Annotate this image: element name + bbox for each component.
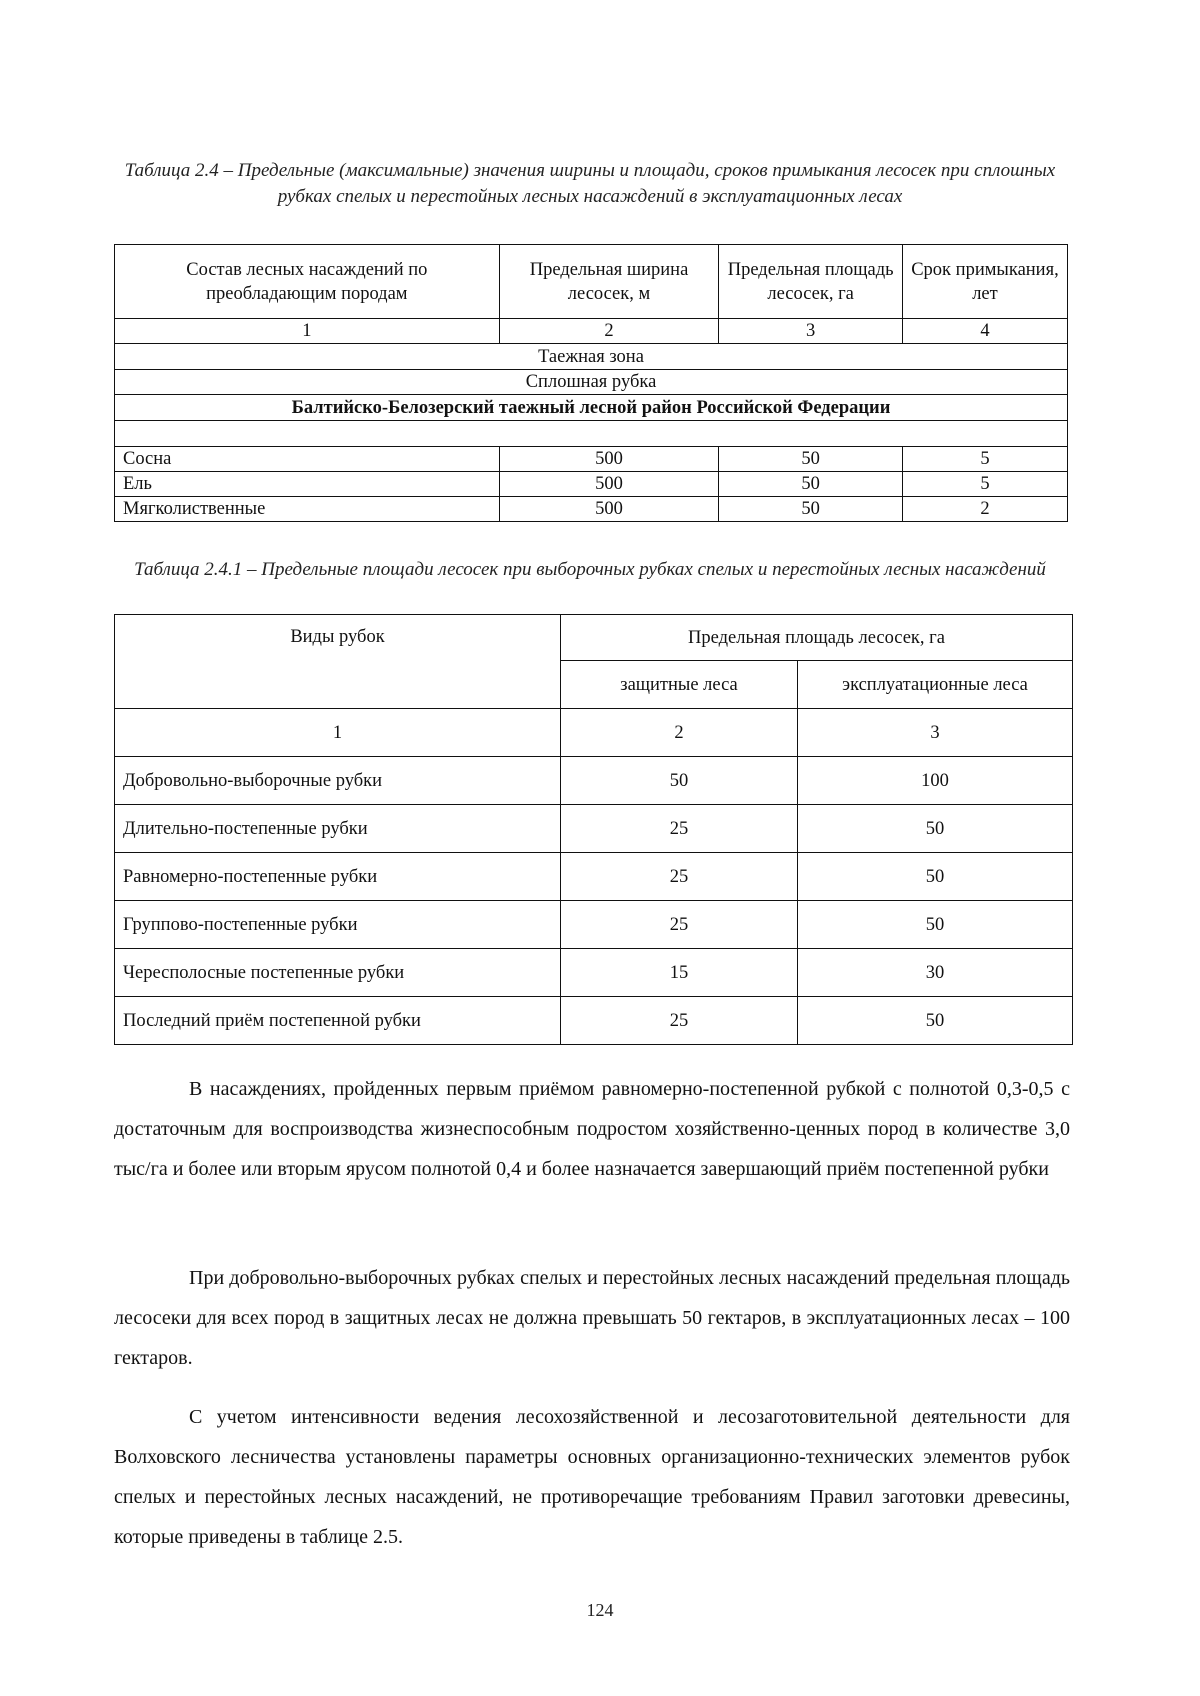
- cut-type-cell: Добровольно-выборочные рубки: [115, 757, 561, 805]
- operational-value-cell: 50: [798, 853, 1073, 901]
- table-row: [115, 472, 1068, 497]
- header-cell: Предельная ширина лесосек, м: [499, 245, 719, 319]
- page-number: 124: [586, 1600, 614, 1620]
- protective-value-cell: 25: [561, 805, 798, 853]
- body-paragraph: При добровольно-выборочных рубках спелых и перестойных лесных насаждений предельная площадь лесосеки для всех пород в защитных лесах не должна превышать 50 гектаров, в эксплуатационных лесах – 100 гектаров.: [114, 1267, 1070, 1369]
- area-cell: 50: [719, 497, 903, 522]
- operational-value-cell: 50: [798, 997, 1073, 1045]
- term-cell: 5: [902, 472, 1067, 497]
- header-group-cell: Предельная площадь лесосек, га: [561, 615, 1073, 661]
- cut-type-cell: Равномерно-постепенные рубки: [115, 853, 561, 901]
- width-cell: 500: [499, 472, 719, 497]
- species-cell: Сосна: [115, 447, 500, 472]
- operational-value-cell: 50: [798, 805, 1073, 853]
- body-paragraph: В насаждениях, пройденных первым приёмом равномерно-постепенной рубкой с полнотой 0,3-0,5 с достаточным для воспроизводства жизнеспособным подростом хозяйственно-ценных пород в количестве 3,0 тыс/га и более или вторым ярусом полнотой 0,4 и более назначается завершающий приём постепенной рубки: [114, 1078, 1070, 1180]
- protective-value-cell: 25: [561, 853, 798, 901]
- operational-value-cell: 100: [798, 757, 1073, 805]
- cut-type-cell: Последний приём постепенной рубки: [115, 997, 561, 1045]
- column-number: 1: [115, 709, 561, 757]
- column-number: 1: [115, 319, 500, 344]
- width-cell: 500: [499, 447, 719, 472]
- protective-value-cell: 15: [561, 949, 798, 997]
- cut-type-cell: Группово-постепенные рубки: [115, 901, 561, 949]
- species-cell: Мягколиственные: [115, 497, 500, 522]
- cut-type-cell: Чересполосные постепенные рубки: [115, 949, 561, 997]
- table-2-4: [114, 244, 1068, 522]
- table-2-4-1-caption: Таблица 2.4.1 – Предельные площади лесосек при выборочных рубках спелых и перестойных лесных насаждений: [134, 559, 1046, 580]
- sub-header-cell: защитные леса: [561, 661, 798, 709]
- column-number: 2: [561, 709, 798, 757]
- protective-value-cell: 25: [561, 997, 798, 1045]
- cut-type-cell: Длительно-постепенные рубки: [115, 805, 561, 853]
- table-row: [115, 757, 1073, 805]
- header-cell: Срок примыкания, лет: [902, 245, 1067, 319]
- region-row: Балтийско-Белозерский таежный лесной район Российской Федерации: [115, 395, 1068, 421]
- header-cell: Виды рубок: [115, 615, 561, 709]
- area-cell: 50: [719, 472, 903, 497]
- column-number: 2: [499, 319, 719, 344]
- sub-header-cell: эксплуатационные леса: [798, 661, 1073, 709]
- table-row: [115, 949, 1073, 997]
- term-cell: 5: [902, 447, 1067, 472]
- table-row: [115, 997, 1073, 1045]
- column-number: 3: [719, 319, 903, 344]
- table-row: [115, 447, 1068, 472]
- table-row: [115, 853, 1073, 901]
- table-row: [115, 497, 1068, 522]
- protective-value-cell: 25: [561, 901, 798, 949]
- width-cell: 500: [499, 497, 719, 522]
- operational-value-cell: 30: [798, 949, 1073, 997]
- header-cell: Состав лесных насаждений по преобладающим породам: [115, 245, 500, 319]
- term-cell: 2: [902, 497, 1067, 522]
- table-2-4-caption: Таблица 2.4 – Предельные (максимальные) значения ширины и площади, сроков примыкания лесосек при сплошных рубках спелых и перестойных лесных насаждений в эксплуатационных лесах: [124, 160, 1056, 207]
- empty-row: [115, 421, 1068, 447]
- operational-value-cell: 50: [798, 901, 1073, 949]
- table-row: [115, 901, 1073, 949]
- column-number: 3: [798, 709, 1073, 757]
- body-paragraph: С учетом интенсивности ведения лесохозяйственной и лесозаготовительной деятельности для Волховского лесничества установлены параметры основных организационно-технических элементов рубок спелых и перестойных лесных насаждений, не противоречащие требованиям Правил заготовки древесины, которые приведены в таблице 2.5.: [114, 1406, 1070, 1548]
- cut-type-row: Сплошная рубка: [115, 370, 1068, 395]
- table-row: [115, 805, 1073, 853]
- header-cell: Предельная площадь лесосек, га: [719, 245, 903, 319]
- species-cell: Ель: [115, 472, 500, 497]
- column-number: 4: [902, 319, 1067, 344]
- table-2-4-1: [114, 614, 1073, 1045]
- zone-row: Таежная зона: [115, 344, 1068, 370]
- area-cell: 50: [719, 447, 903, 472]
- protective-value-cell: 50: [561, 757, 798, 805]
